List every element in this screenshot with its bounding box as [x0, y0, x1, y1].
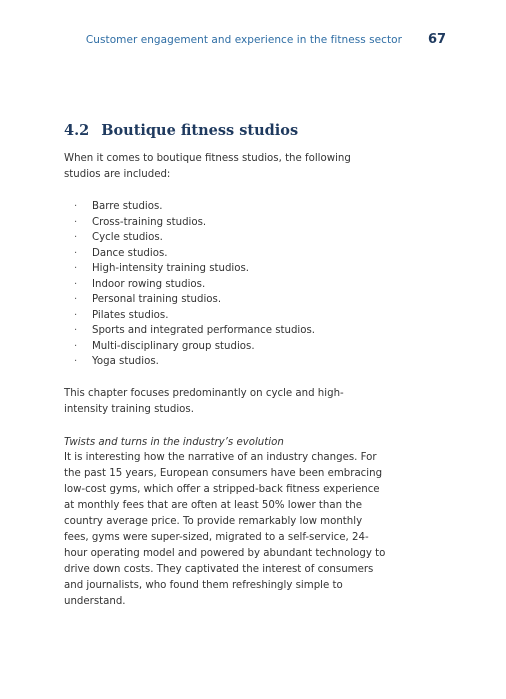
list-item [74, 308, 315, 324]
intro-paragraph: When it comes to boutique fitness studios, the following studios are included: [64, 153, 351, 180]
list-item [74, 215, 315, 231]
list-item-text: Sports and integrated performance studios. [92, 325, 316, 336]
page-number: 67 [428, 32, 447, 47]
bullet-icon: · [74, 247, 78, 259]
section-title: Boutique fitness studios [101, 122, 299, 139]
bullet-icon: · [74, 263, 78, 274]
list-item-text: Personal training studios. [92, 294, 222, 305]
list-item [74, 277, 315, 293]
list-item [74, 339, 315, 355]
bullet-icon: · [74, 216, 78, 228]
list-item-text: Cross-training studios. [92, 216, 207, 228]
list-item [74, 261, 315, 277]
list-item-text: Barre studios. [92, 201, 163, 212]
list-item [74, 354, 315, 370]
list-item-text: Yoga studios. [92, 356, 159, 367]
chapter-focus-paragraph: This chapter focuses predominantly on cycle and high-intensity training studios. [64, 388, 344, 415]
section-heading [64, 122, 298, 139]
bullet-icon: · [74, 294, 78, 305]
bullet-icon: · [74, 232, 78, 243]
subheading: Twists and turns in the industry’s evolution [64, 437, 284, 448]
bullet-icon: · [74, 201, 78, 212]
section-number: 4.2 [64, 122, 90, 139]
list-item [74, 292, 315, 308]
list-item-text: Cycle studios. [92, 232, 163, 243]
studio-list [74, 199, 315, 370]
bullet-icon: · [74, 325, 78, 336]
list-item-text: Indoor rowing studios. [92, 278, 206, 290]
list-item-text: Dance studios. [92, 247, 168, 259]
bullet-icon: · [74, 340, 78, 352]
running-title: Customer engagement and experience in the fitness sector [85, 34, 402, 46]
running-header [0, 34, 506, 50]
list-item [74, 246, 315, 262]
list-item-text: High-intensity training studios. [92, 263, 250, 274]
bullet-icon: · [74, 356, 78, 367]
list-item [74, 323, 315, 339]
evolution-paragraph: It is interesting how the narrative of an industry changes. For the past 15 years, European consumers have been embracing low-cost gyms, which offer a stripped-back fitness experience at monthly fees that are often at least 50% lower than the country average price. To provide remarkably low monthly fees, gyms were super-sized, migrated to a self-service, 24-hour operating model and powered by abundant technology to drive down costs. They captivated the interest of consumers and journalists, who found them refreshingly simple to understand. [64, 452, 386, 607]
bullet-icon: · [74, 309, 78, 321]
list-item [74, 199, 315, 215]
list-item-text: Multi-disciplinary group studios. [92, 340, 255, 352]
list-item [74, 230, 315, 246]
bullet-icon: · [74, 278, 78, 290]
list-item-text: Pilates studios. [92, 309, 169, 321]
